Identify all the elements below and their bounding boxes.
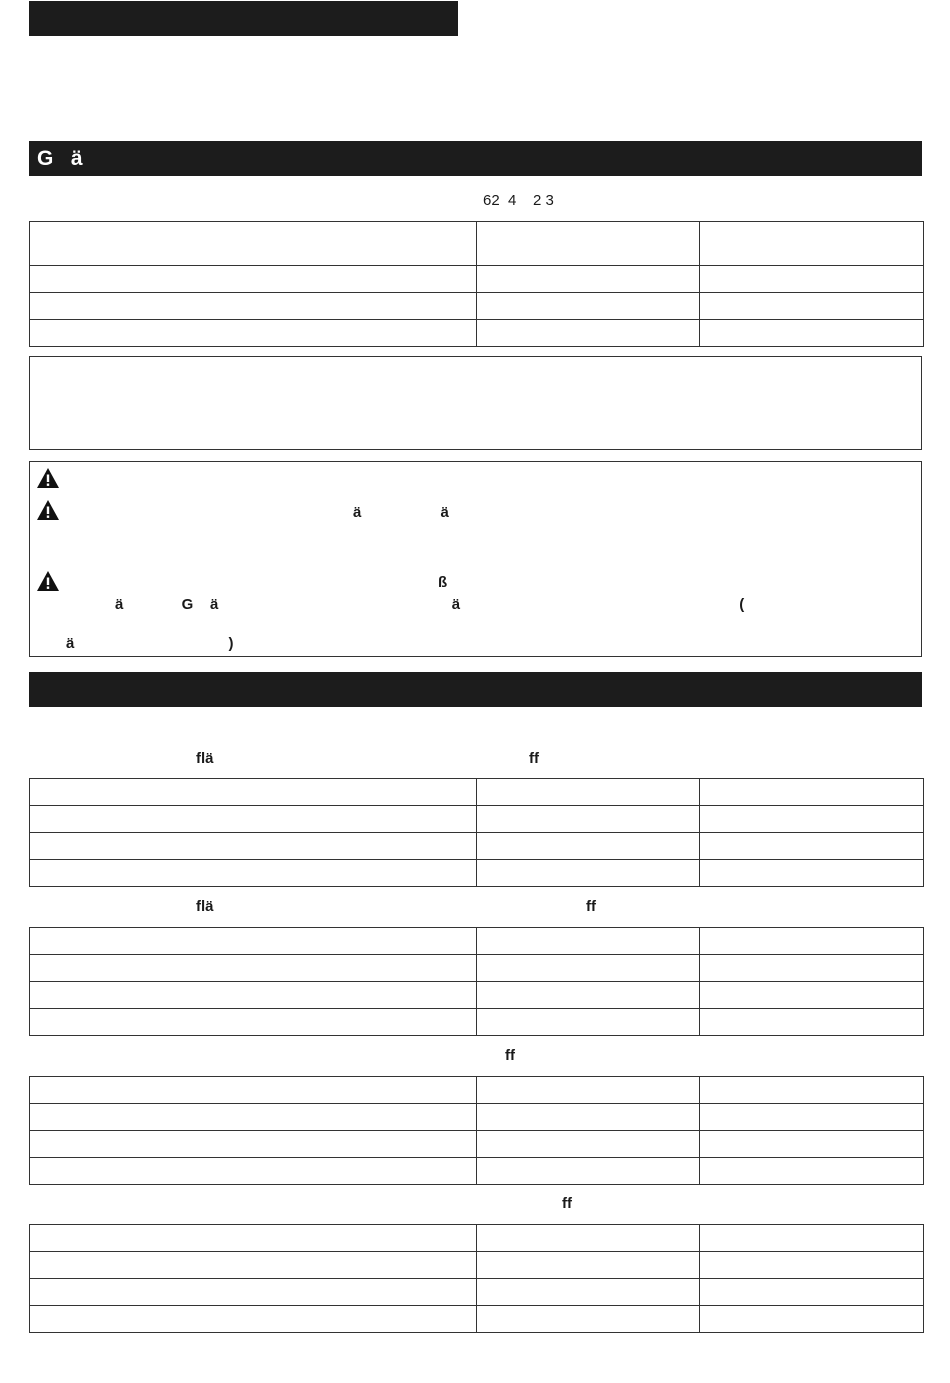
table-caption-right: ff <box>586 898 596 915</box>
table-caption-left: flä <box>196 750 214 767</box>
table-caption-left: flä <box>196 898 214 915</box>
table-row <box>30 1131 924 1158</box>
table-caption-right: ff <box>529 750 539 767</box>
table-row <box>30 955 924 982</box>
table-row <box>30 1077 924 1104</box>
table-caption-right: ff <box>505 1047 515 1064</box>
table-row <box>30 1009 924 1036</box>
table-row <box>30 779 924 806</box>
top-header-bar <box>29 1 458 36</box>
warning-line: ä ) <box>66 635 234 652</box>
table-row <box>30 1306 924 1333</box>
section-title: G ä <box>37 147 83 170</box>
warning-triangle-icon <box>36 570 60 592</box>
warning-line: ä G ä ä ( <box>115 596 745 613</box>
table-row <box>30 806 924 833</box>
table-row <box>30 860 924 887</box>
table-row <box>30 1225 924 1252</box>
warning-box <box>29 461 922 657</box>
table-row <box>30 1104 924 1131</box>
table-caption-right: ff <box>562 1195 572 1212</box>
table-row <box>30 833 924 860</box>
reference-note: 62 4 2 3 <box>483 192 554 209</box>
data-table <box>29 778 924 887</box>
table-row <box>30 293 924 320</box>
table-row <box>30 222 924 266</box>
data-table <box>29 927 924 1036</box>
table-row <box>30 982 924 1009</box>
table-row <box>30 320 924 347</box>
spec-table <box>29 221 924 347</box>
table-row <box>30 928 924 955</box>
warning-line: ä ä <box>353 504 449 521</box>
warning-line: ß <box>438 574 448 591</box>
table-row <box>30 266 924 293</box>
table-row <box>30 1279 924 1306</box>
table-row <box>30 1158 924 1185</box>
data-table <box>29 1224 924 1333</box>
note-box <box>29 356 922 450</box>
table-row <box>30 1252 924 1279</box>
warning-triangle-icon <box>36 467 60 489</box>
data-table <box>29 1076 924 1185</box>
section-header-bar <box>29 141 922 176</box>
section-header-bar <box>29 672 922 707</box>
warning-triangle-icon <box>36 499 60 521</box>
